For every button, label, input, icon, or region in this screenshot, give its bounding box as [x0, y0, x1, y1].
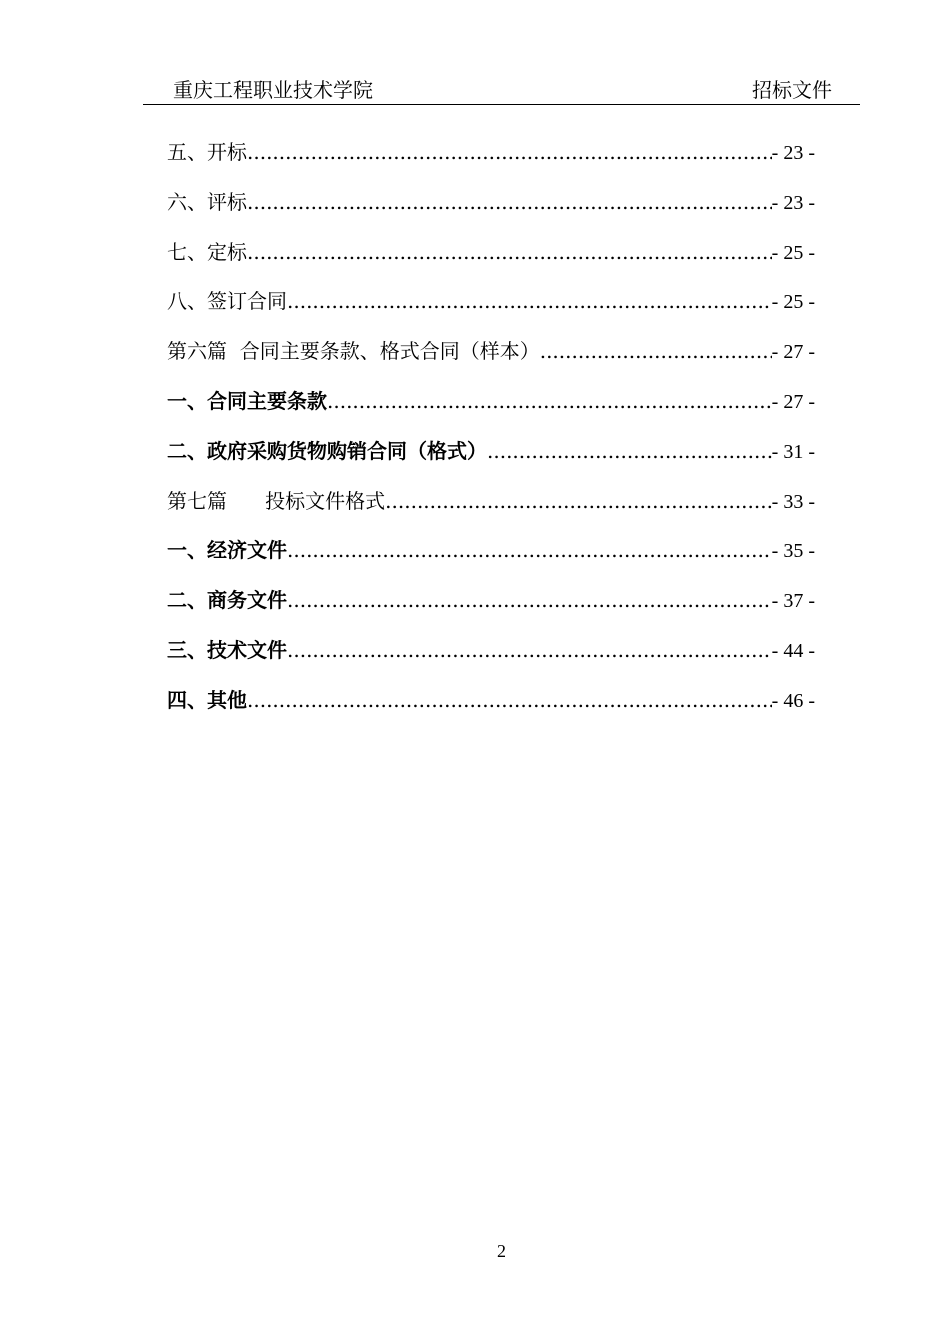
toc-dot-leader [247, 232, 772, 272]
toc-entry-page: - 23 - [771, 191, 815, 214]
toc-entry-title: 一、经济文件 [167, 538, 287, 563]
toc-dot-leader [247, 680, 772, 720]
toc-entry-page: - 23 - [771, 142, 815, 164]
toc-dot-leader [287, 630, 772, 670]
toc-entry-title: 六、评标 [167, 189, 247, 214]
toc-entry[interactable] [167, 680, 815, 730]
toc-dot-leader [247, 132, 772, 172]
toc-entry-page: - 25 - [771, 241, 815, 264]
toc-dot-leader [540, 331, 772, 371]
toc-entry-page: - 46 - [771, 689, 815, 712]
toc-entry-title: 四、其他 [167, 687, 247, 712]
header-doc-type: 招标文件 [752, 78, 832, 102]
toc-entry[interactable] [167, 132, 815, 182]
toc-entry[interactable] [167, 232, 815, 282]
page-number: 2 [497, 1241, 506, 1261]
toc-entry-title: 八、签订合同 [167, 289, 287, 314]
toc-entry-title: 二、商务文件 [167, 588, 287, 613]
toc-entry[interactable] [167, 431, 815, 481]
toc-entry-title: 二、政府采购货物购销合同（格式） [167, 438, 487, 463]
toc-dot-leader [487, 431, 772, 471]
toc-entry-page: - 25 - [771, 291, 815, 314]
toc-entry-page: - 44 - [771, 639, 815, 662]
toc-entry-page: - 27 - [771, 390, 815, 413]
toc-entry-title: 五、开标 [167, 140, 247, 164]
toc-entry[interactable] [167, 381, 815, 431]
toc-dot-leader [287, 580, 772, 620]
toc-entry-page: - 27 - [771, 341, 815, 364]
toc-entry[interactable] [167, 580, 815, 630]
toc-dot-leader [247, 182, 772, 222]
toc-entry[interactable] [167, 630, 815, 680]
toc-entry-page: - 33 - [771, 490, 815, 513]
table-of-contents [167, 132, 815, 730]
toc-entry-title: 七、定标 [167, 239, 247, 264]
toc-entry-page: - 31 - [771, 440, 815, 463]
toc-entry-title: 三、技术文件 [167, 637, 287, 662]
toc-entry[interactable] [167, 481, 815, 531]
page-header [143, 76, 860, 105]
toc-entry[interactable] [167, 281, 815, 331]
toc-entry-title: 第七篇 投标文件格式 [167, 488, 386, 513]
toc-entry[interactable] [167, 331, 815, 381]
toc-entry[interactable] [167, 530, 815, 580]
toc-dot-leader [287, 530, 772, 570]
toc-entry-title: 第六篇 合同主要条款、格式合同（样本） [167, 339, 540, 364]
toc-entry-title: 一、合同主要条款 [167, 388, 327, 413]
toc-dot-leader [385, 481, 772, 521]
toc-entry[interactable] [167, 182, 815, 232]
toc-entry-page: - 37 - [771, 590, 815, 613]
header-institution: 重庆工程职业技术学院 [173, 78, 373, 102]
toc-entry-page: - 35 - [771, 540, 815, 563]
toc-dot-leader [287, 281, 772, 321]
toc-dot-leader [327, 381, 772, 421]
